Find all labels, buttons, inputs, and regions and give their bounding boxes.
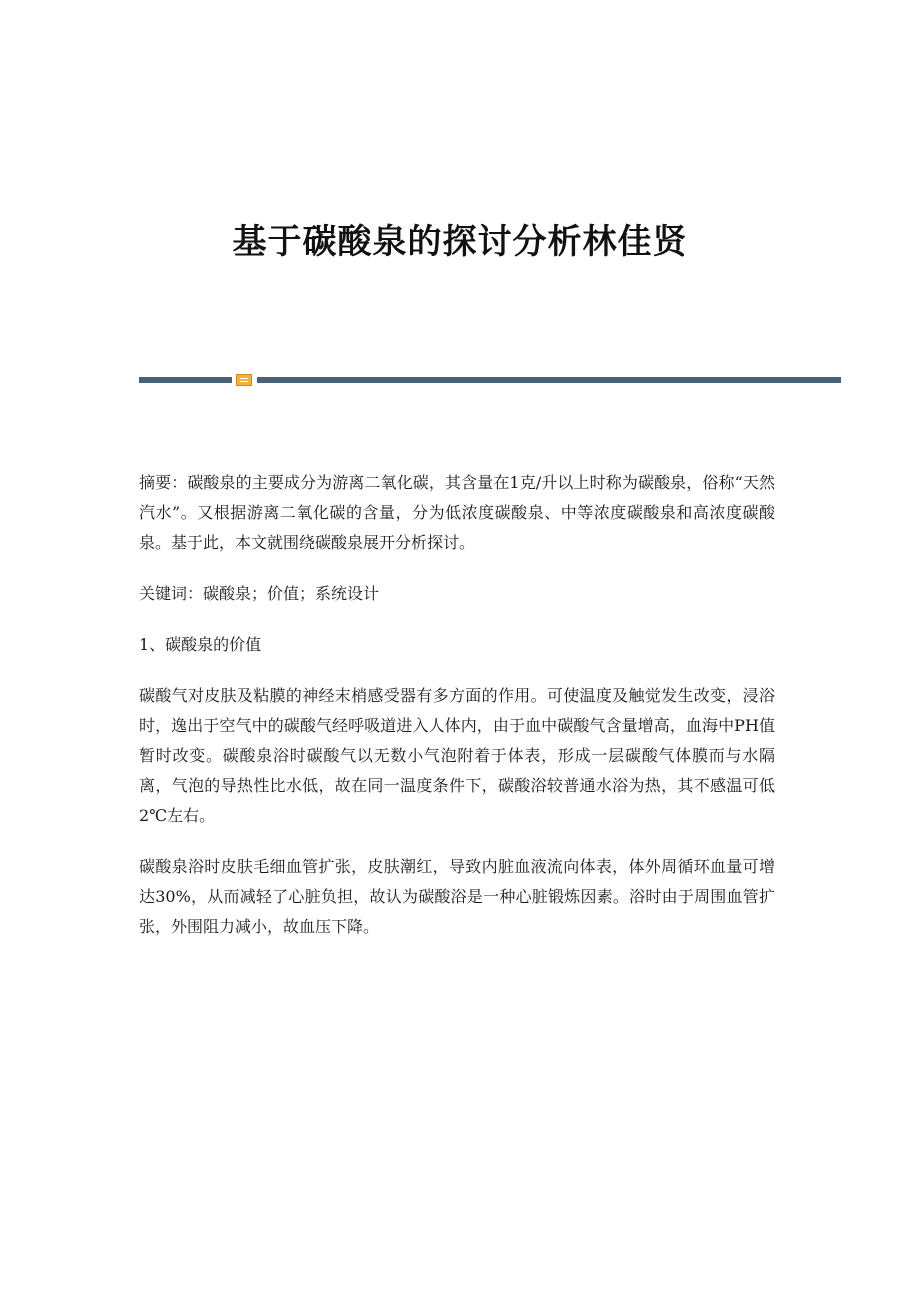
divider-badge-icon [236, 374, 252, 386]
document-title: 基于碳酸泉的探讨分析林佳贤 [232, 222, 688, 262]
body-paragraph: 碳酸气对皮肤及粘膜的神经末梢感受器有多方面的作用。可使温度及触觉发生改变，浸浴时，逸出于空气中的碳酸气经呼吸道进入人体内，由于血中碳酸气含量增高，血海中PH值暂时改变。碳酸泉浴时碳酸气以无数小气泡附着于体表，形成一层碳酸气体膜而与水隔离，气泡的导热性比水低，故在同一温度条件下，碳酸浴较普通水浴为热，其不感温可低2℃左右。 [139, 686, 775, 825]
divider-bar-left [139, 377, 232, 383]
divider-bar-right [257, 377, 841, 383]
title-divider [139, 374, 841, 386]
keywords-line: 关键词：碳酸泉；价值；系统设计 [139, 584, 380, 603]
document-body [139, 468, 775, 963]
section-heading: 1、碳酸泉的价值 [139, 635, 262, 654]
body-paragraph: 碳酸泉浴时皮肤毛细血管扩张，皮肤潮红，导致内脏血液流向体表，体外周循环血量可增达30%，从而减轻了心脏负担，故认为碳酸浴是一种心脏锻炼因素。浴时由于周围血管扩张，外围阻力减小，故血压下降。 [139, 857, 775, 936]
abstract-paragraph: 摘要：碳酸泉的主要成分为游离二氧化碳，其含量在1克/升以上时称为碳酸泉，俗称“天然汽水”。又根据游离二氧化碳的含量，分为低浓度碳酸泉、中等浓度碳酸泉和高浓度碳酸泉。基于此，本文就围绕碳酸泉展开分析探讨。 [139, 473, 775, 552]
